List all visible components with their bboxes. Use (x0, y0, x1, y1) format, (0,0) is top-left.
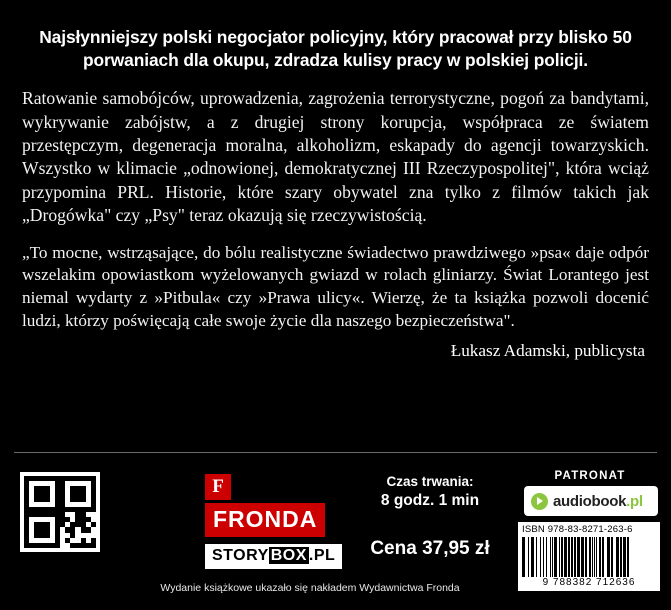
footer-bar (0, 460, 671, 610)
patronage-label: PATRONAT (554, 470, 626, 482)
isbn-barcode-block (518, 522, 660, 591)
footer-divider (14, 452, 657, 453)
storybox-part1: STORY (212, 547, 269, 564)
price-label: Cena 37,95 zł (370, 538, 490, 559)
duration-value: 8 godz. 1 min (380, 492, 480, 509)
play-icon (531, 493, 548, 510)
ean-number: 9 788382 712636 (542, 577, 636, 588)
publisher-note: Wydanie książkowe ukazało się nakładem Wydawnictwa Fronda (160, 582, 460, 594)
audiobook-pl-logo (524, 486, 658, 516)
audiobook-brand: audiobook (553, 492, 627, 510)
storybox-part3: .PL (308, 547, 336, 564)
barcode-icon (518, 535, 660, 577)
isbn-text: ISBN 978-83-8271-263-6 (522, 524, 633, 535)
audiobook-tld: .pl (626, 492, 643, 510)
qr-code-icon[interactable] (20, 472, 100, 552)
description-paragraph: Ratowanie samobójców, uprowadzenia, zagrożenia terrorystyczne, pogoń za bandytami, wykrywanie zabójstw, a z drugiej strony korupcja, współpraca ze światem przestępczym, degeneracja moralna, alkoholizm, eskapady do agencji towarzyskich. Wszystko w klimacie „odnowionej, demokratycznej III Rzeczypospolitej", która wciąż przypomina PRL. Historie, które szary obywatel zna tylko z filmów takich jak „Drogówka" czy „Psy" teraz okazują się rzeczywistością. (22, 88, 649, 226)
review-quote: „To mocne, wstrząsające, do bólu realistyczne świadectwo prawdziwego »psa« daje odpór wszelakim opowiastkom wyżelowanych gwiazd w rolach gliniarzy. Świat Lorantego jest niemal wydarty z »Pitbula« czy »Prawa ulicy«. Wierzę, że ta książka pozwoli docenić ludzi, którzy poświęcają całe swoje życie dla naszego bezpieczeństwa". (22, 242, 649, 331)
duration-label: Czas trwania: (386, 474, 474, 489)
quote-attribution: Łukasz Adamski, publicysta (450, 341, 645, 361)
fronda-mark: F (205, 474, 231, 500)
storybox-part2: BOX (270, 547, 307, 564)
headline-text: Najsłynniejszy polski negocjator policyjny, który pracował przy blisko 50 porwaniach dla okupu, zdradza kulisy pracy w polskiej policji. (39, 27, 632, 70)
publisher-logo-fronda (205, 474, 331, 537)
storybox-logo (205, 544, 342, 569)
fronda-name: FRONDA (205, 503, 325, 537)
